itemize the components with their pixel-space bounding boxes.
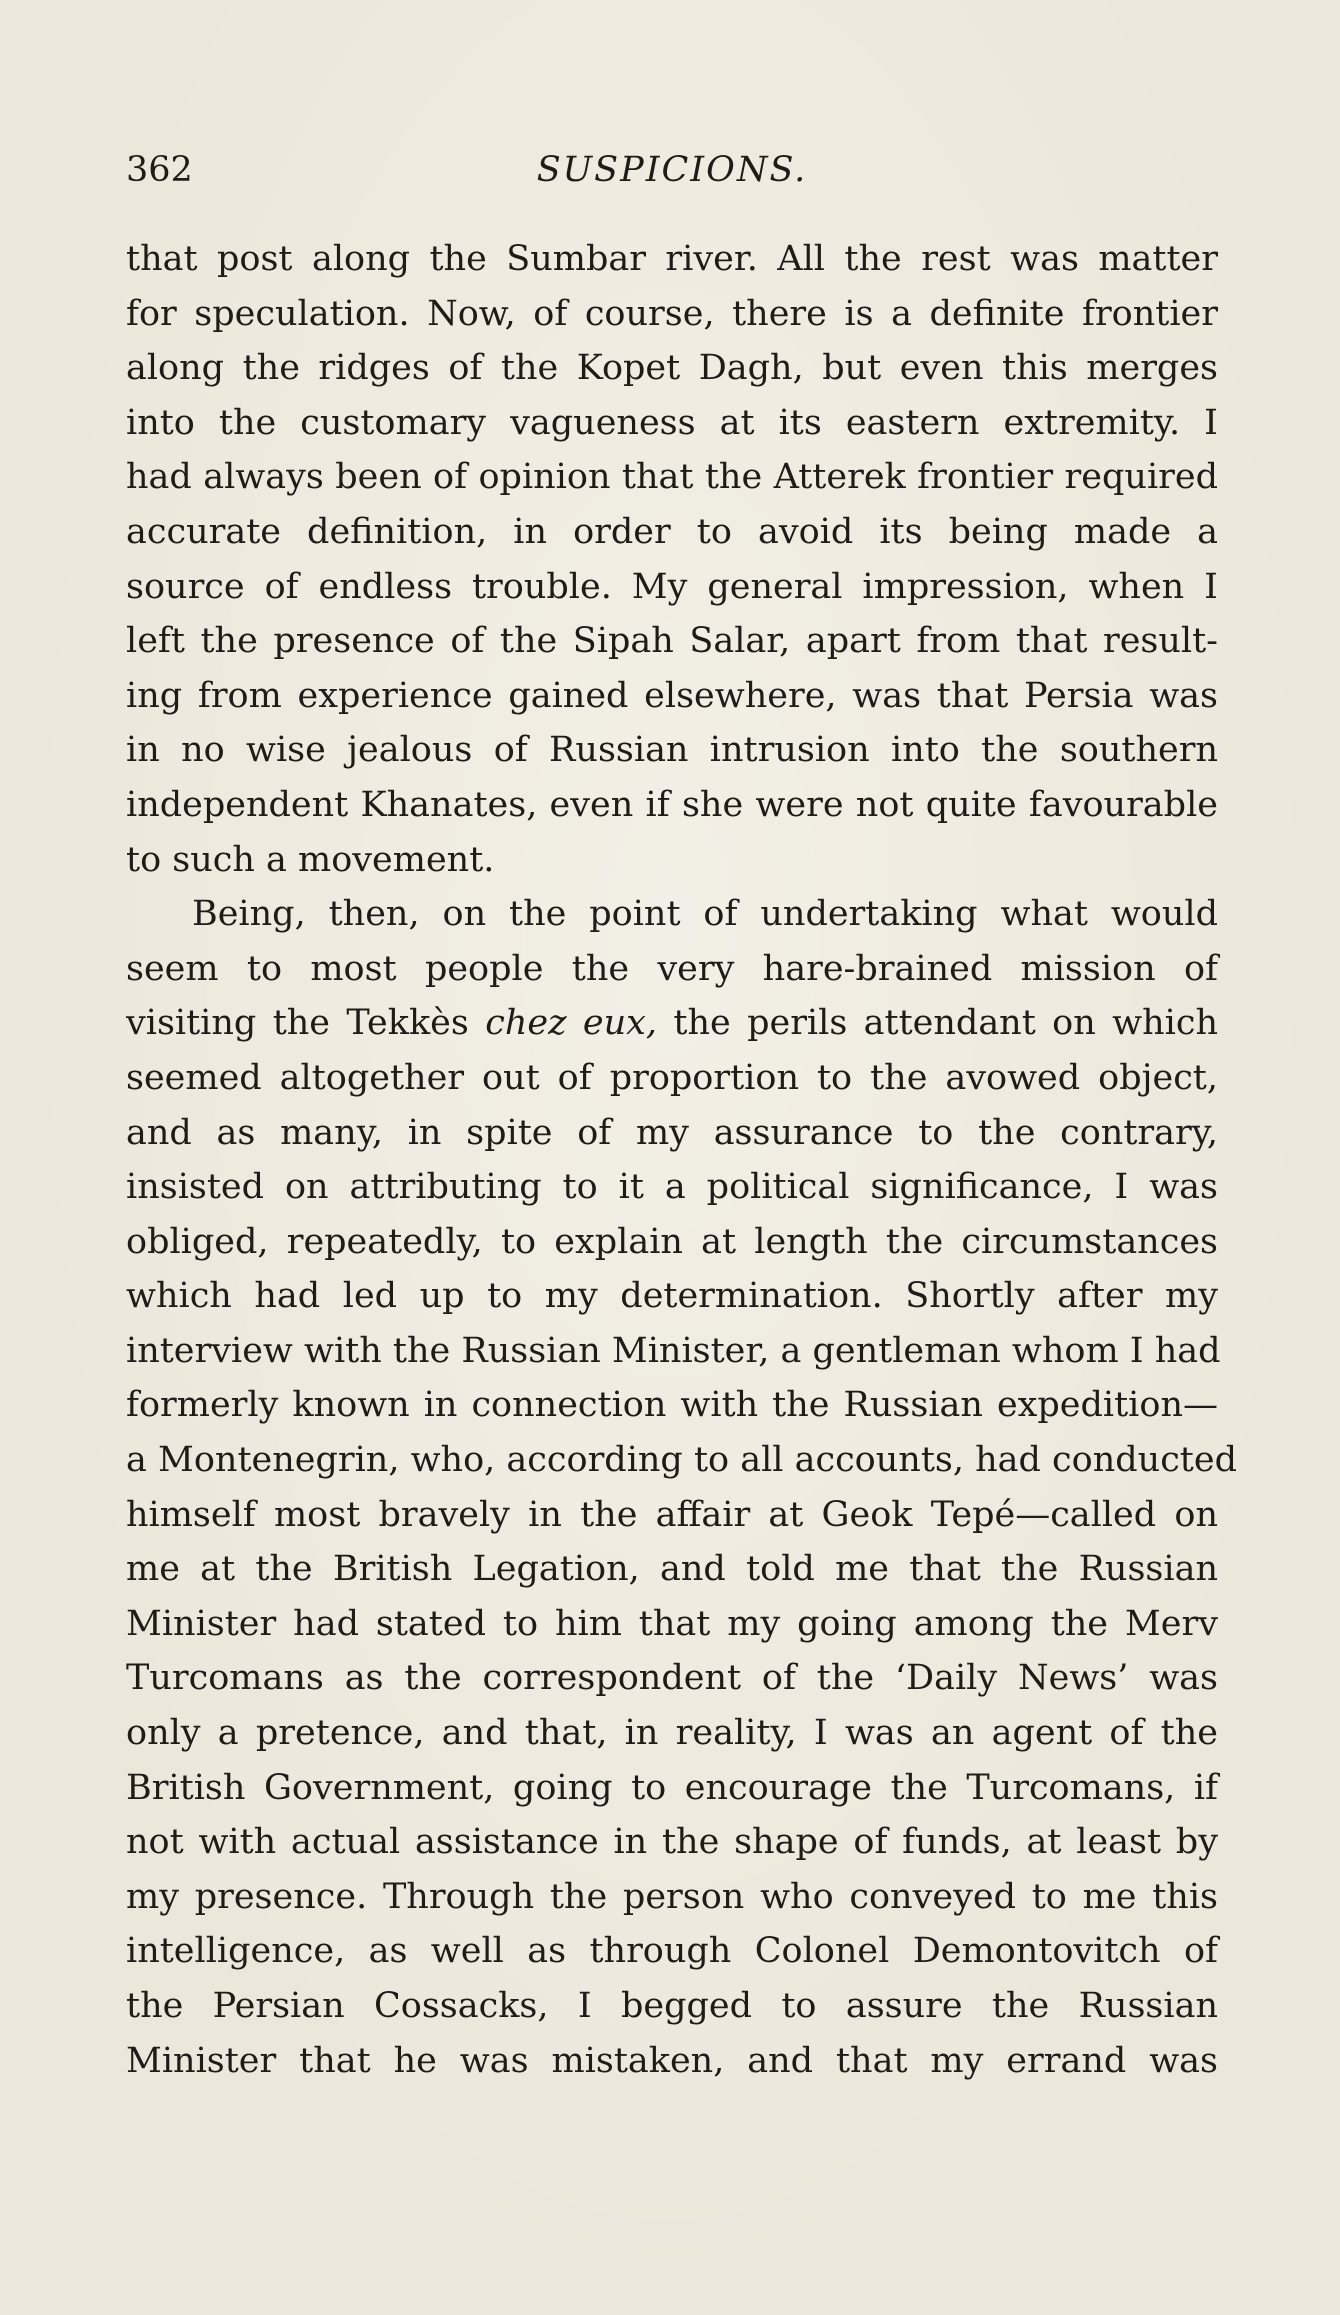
text-line: left the presence of the Sipah Salar, apart from that result- [126,621,1218,662]
paragraph-1 [126,232,1218,887]
text-line: a Montenegrin, who, according to all accounts, had conducted [126,1440,1237,1481]
text-fragment: the perils attendant on which [657,1003,1218,1044]
text-line: insisted on attributing to it a political significance, I was [126,1167,1218,1208]
text-line: had always been of opinion that the Atterek frontier required [126,457,1218,498]
text-line: in no wise jealous of Russian intrusion into the southern [126,730,1218,771]
text-line: Minister had stated to him that my going among the Merv [126,1603,1218,1644]
text-line: the Persian Cossacks, I begged to assure the Russian [126,1986,1218,2026]
text-line: formerly known in connection with the Russian expedition— [126,1385,1218,1426]
text-line: Minister that he was mistaken, and that my errand was [126,2040,1218,2081]
text-line: source of endless trouble. My general impression, when I [126,566,1218,607]
text-line: British Government, going to encourage the Turcomans, if [126,1767,1218,1808]
text-line: seemed altogether out of proportion to the avowed object, [126,1057,1218,1098]
text-fragment: visiting the Tekkès [126,1003,486,1044]
text-line: not with actual assistance in the shape of funds, at least by [126,1822,1218,1863]
text-line: Being, then, on the point of undertaking what would [192,894,1218,935]
text-line: Turcomans as the correspondent of the ‘Daily News’ was [126,1658,1218,1699]
text-line: to such a movement. [126,839,495,880]
italic-phrase: chez eux, [485,1003,658,1044]
text-line: into the customary vagueness at its eastern extremity. I [126,402,1218,443]
text-line: which had led up to my determination. Shortly after my [126,1276,1218,1317]
text-line: intelligence, as well as through Colonel Demontovitch of [126,1931,1218,1972]
page-number: 362 [126,150,193,190]
text-line: himself most bravely in the affair at Geok Tepé—called on [126,1494,1218,1535]
text-line: me at the British Legation, and told me that the Russian [126,1549,1218,1590]
paragraph-2 [126,887,1237,2088]
text-line: for speculation. Now, of course, there is a definite frontier [126,293,1218,334]
body-text [126,232,1237,2088]
text-line: that post along the Sumbar river. All the rest was matter [126,239,1218,279]
text-line-with-italic [126,996,1218,1051]
text-line: interview with the Russian Minister, a gentleman whom I had [126,1330,1221,1371]
running-title: SUSPICIONS. [536,150,808,190]
text-line: accurate definition, in order to avoid its being made a [126,511,1218,552]
text-line: my presence. Through the person who conveyed to me this [126,1876,1218,1917]
text-line: obliged, repeatedly, to explain at length the circumstances [126,1221,1218,1262]
page-header [126,150,1218,210]
text-line: ing from experience gained elsewhere, was that Persia was [126,675,1218,716]
text-line: independent Khanates, even if she were not quite favourable [126,784,1218,825]
text-line: seem to most people the very hare-brained mission of [126,948,1218,989]
text-line: along the ridges of the Kopet Dagh, but even this merges [126,348,1218,389]
text-line: only a pretence, and that, in reality, I was an agent of the [126,1713,1218,1754]
text-line: and as many, in spite of my assurance to the contrary, [126,1112,1218,1153]
